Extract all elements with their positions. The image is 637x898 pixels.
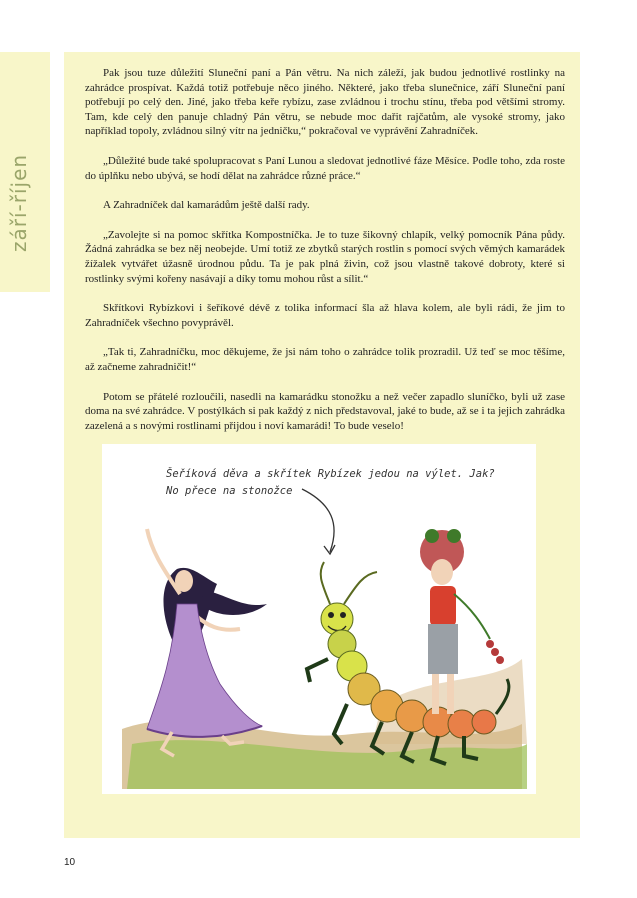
centipede-eye [340, 612, 346, 618]
chapter-tab [0, 52, 50, 292]
boy-leg [447, 674, 454, 714]
caption-line-1: Šeříková děva a skřítek Rybízek jedou na výlet. Jak? [166, 468, 495, 480]
centipede-antenna [344, 572, 377, 604]
girl-hair-strand [200, 589, 267, 615]
boy-leg [432, 674, 439, 714]
chapter-label: září-říjen [7, 153, 31, 252]
story-text [85, 66, 565, 448]
paragraph: „Důležité bude také spolupracovat s Paní Lunou a sledovat jednotlivé fáze Měsíce. Podle toho, zda roste do úplňku nebo ubývá, se hodí dělat na zahrádce různé práce.“ [85, 154, 565, 182]
centipede-leg [307, 659, 328, 682]
illustration-caption [166, 466, 495, 500]
paragraph: Skřítkovi Rybízkovi i šeříkové dévě z tolika informací šla až hlava kolem, ale byli rádi, že jim to Zahradníček všechno povyprávěl. [85, 302, 565, 329]
boy-shirt [430, 586, 456, 626]
girl-arm-raised [147, 529, 180, 594]
page-number: 10 [64, 857, 76, 868]
paragraph: „Tak ti, Zahradníčku, moc děkujeme, že jsi nám toho o zahrádce tolik prozradil. Už teď se moc těšíme, až začneme zahradničit!“ [85, 346, 565, 373]
boy-trousers [428, 624, 458, 674]
caption-line-2: No přece na stonožce [166, 485, 293, 497]
paragraph: A Zahradníček dal kamarádům ještě další rady. [103, 199, 310, 212]
paragraph: Potom se přátelé rozloučili, nasedli na kamarádku stonožku a než večer zapadlo sluníčko, byli už zase doma na své zahrádce. V postýlkách si pak každý z nich představoval, jaké to bude, až se i ta jejich zahrádka zazelená a s novými rostlinami přijdou i noví kamarádi! To bude veselo! [85, 390, 565, 432]
centipede-antenna [321, 562, 330, 604]
currant-branch [454, 594, 490, 639]
arrow-head [324, 545, 335, 554]
paragraph: „Zavolejte si na pomoc skřítka Kompostníčka. Je to tuze šikovný chlapík, velký pomocník Pána půdy. Žádná zahrádka se bez něj neobejde. Umí totiž ze zbytků starých rostlin s pomocí svých věmých kamarádek žížalek vytvářet úžasně úrodnou půdu. Ta je pak plná živin, což jsou vlastně takové dobroty, které si rostlinky svými kořeny nasávají a díky tomu mohou růst a sílit.“ [85, 228, 565, 285]
boy-face [431, 559, 453, 585]
centipede-eye [328, 612, 334, 618]
illustration [102, 444, 536, 794]
paragraph: Pak jsou tuze důležití Sluneční paní a Pán větru. Na nich záleží, jak budou jednotlivé rostlinky na zahrádce prospívat. Každá totiž potřebuje něco jiného. Některé, jako třeba slunečnice, září Sluneční paní potřebují po celý den. Jiné, jako třeba keře rybízu, zase zvládnou i trochu stínu, třeba pod většími stromy. Tam, kde celý den panuje chladný Pán větru, se nebude moc dařit rajčatům, ale vysoké stromy, jako například topoly, zvládnou silný vítr na jedničku,“ pokračoval ve vyprávění Zahradníček. [85, 67, 565, 138]
